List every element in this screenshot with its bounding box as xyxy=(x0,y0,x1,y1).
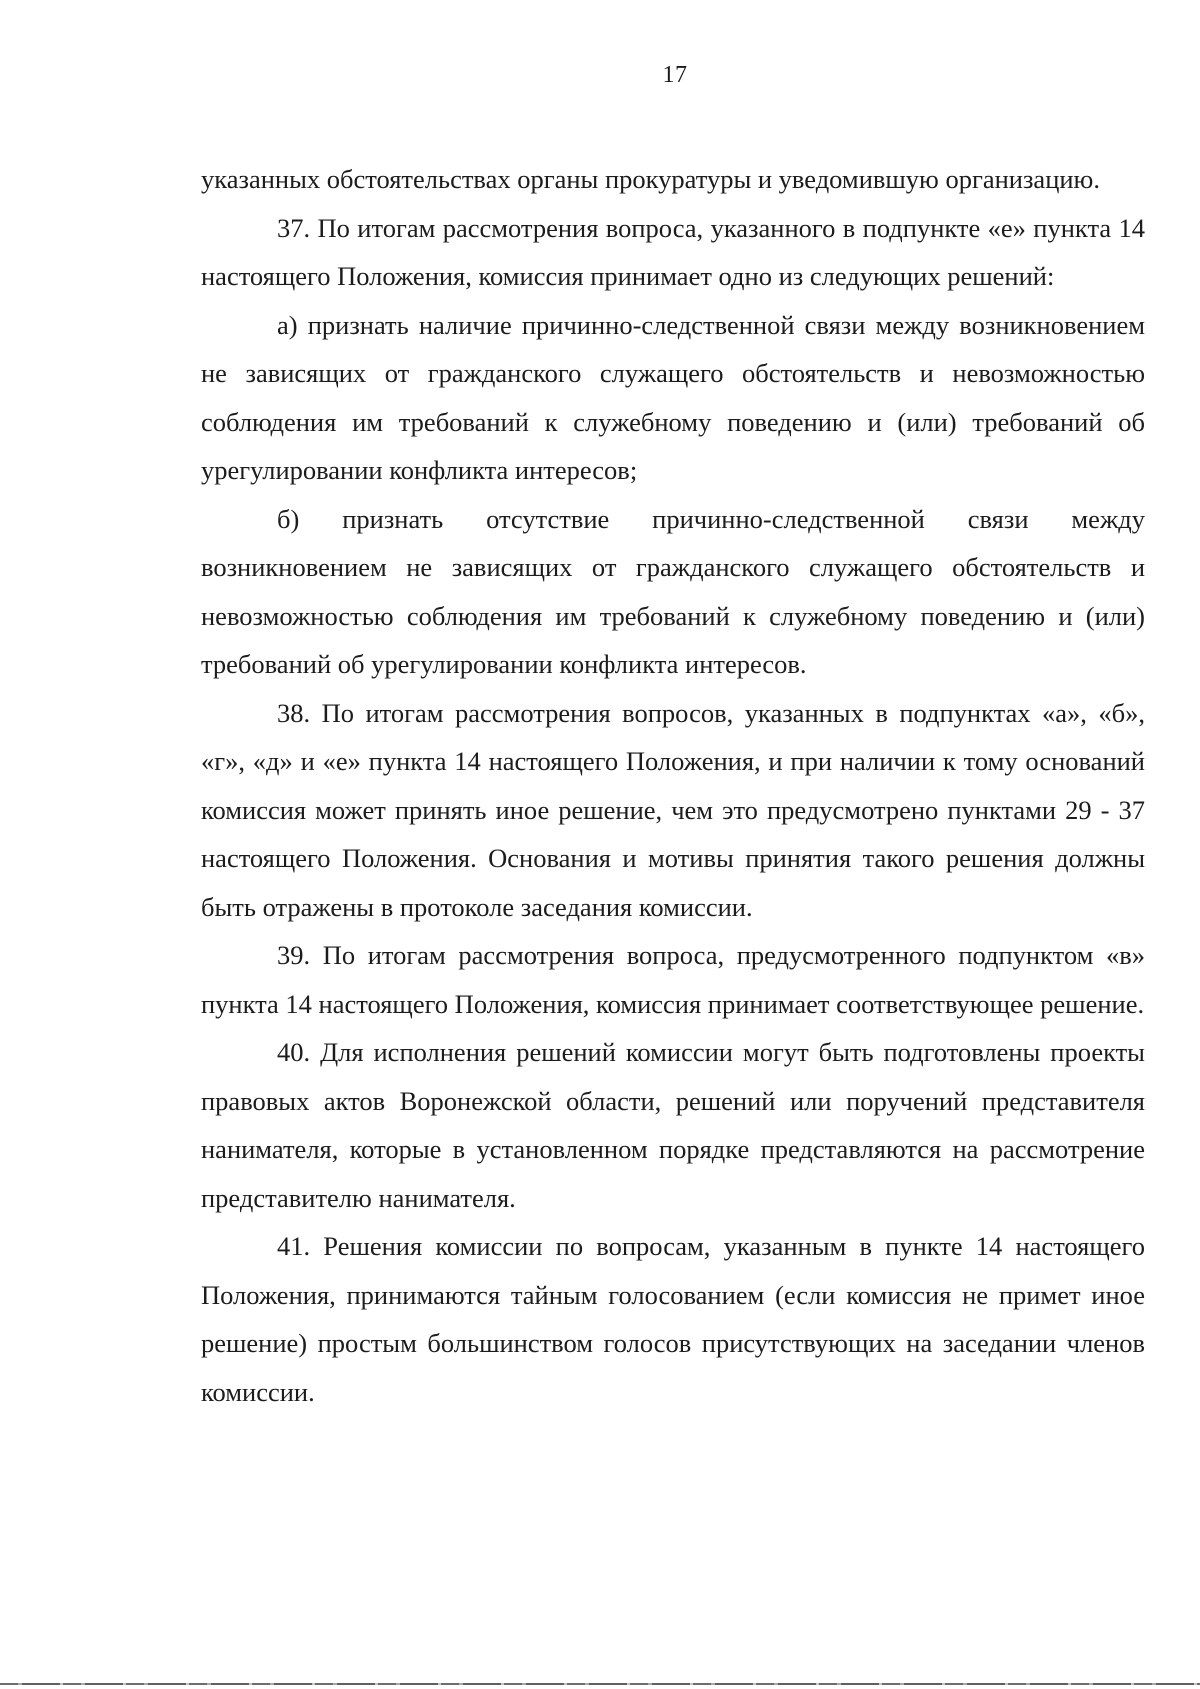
page-number: 17 xyxy=(662,62,688,88)
paragraph-37: 37. По итогам рассмотрения вопроса, указанного в подпункте «е» пункта 14 настоящего Положения, комиссия принимает одно из следующих решений: xyxy=(201,212,1145,291)
paragraph-41: 41. Решения комиссии по вопросам, указанным в пункте 14 настоящего Положения, принимаются тайным голосованием (если комиссия не примет иное решение) простым большинством голосов присутствующих на заседании членов комиссии. xyxy=(201,1231,1145,1407)
scan-edge-line xyxy=(0,1683,1200,1685)
document-body xyxy=(201,155,1145,1416)
paragraph-38: 38. По итогам рассмотрения вопросов, указанных в подпунктах «а», «б», «г», «д» и «е» пункта 14 настоящего Положения, и при наличии к тому оснований комиссия может принять иное решение, чем это предусмотрено пунктами 29 - 37 настоящего Положения. Основания и мотивы принятия такого решения должны быть отражены в протоколе заседания комиссии. xyxy=(201,697,1145,922)
paragraph-40: 40. Для исполнения решений комиссии могут быть подготовлены проекты правовых актов Воронежской области, решений или поручений представителя нанимателя, которые в установленном порядке представляются на рассмотрение представителю нанимателя. xyxy=(201,1037,1145,1213)
paragraph-39: 39. По итогам рассмотрения вопроса, предусмотренного подпунктом «в» пункта 14 настоящего Положения, комиссия принимает соответствующее решение. xyxy=(201,940,1145,1019)
paragraph-continuation: указанных обстоятельствах органы прокуратуры и уведомившую организацию. xyxy=(201,164,1100,194)
paragraph-37-b: б) признать отсутствие причинно-следственной связи между возникновением не зависящих от гражданского служащего обстоятельств и невозможностью соблюдения им требований к служебному поведению и (или) требований об урегулировании конфликта интересов. xyxy=(201,503,1145,679)
paragraph-37-a: а) признать наличие причинно-следственной связи между возникновением не зависящих от гражданского служащего обстоятельств и невозможностью соблюдения им требований к служебному поведению и (или) требований об урегулировании конфликта интересов; xyxy=(201,309,1145,485)
